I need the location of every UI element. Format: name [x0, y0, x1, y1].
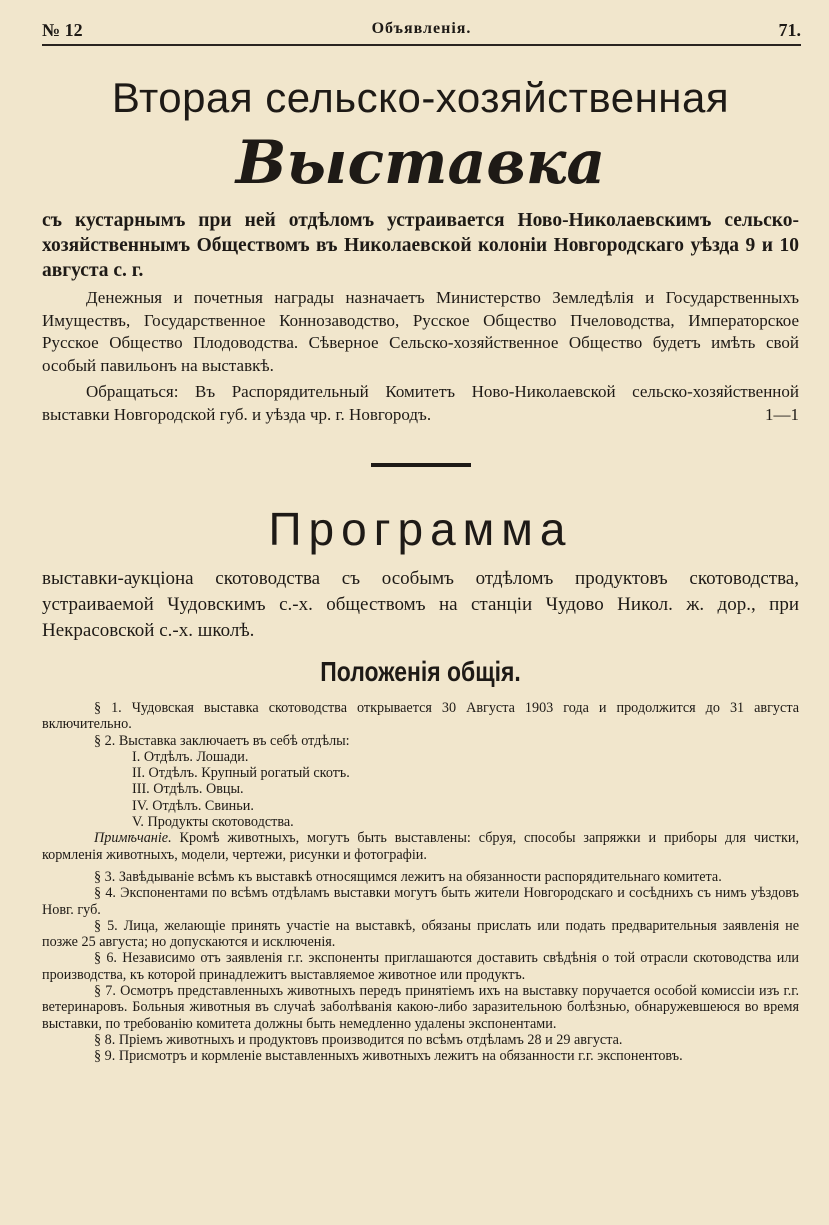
note-label: Примѣчаніе. [94, 830, 172, 847]
department-item: III. Отдѣлъ. Овцы. [132, 781, 244, 798]
note-text: Кромѣ животныхъ, могутъ быть выставлены: сбруя, способы запряжки и приборы для чистки, кормленія животныхъ, модели, чертежи, рисунки и фотографіи. [42, 830, 799, 863]
provision-7: § 7. Осмотръ представленныхъ животныхъ передъ принятіемъ ихъ на выставку поручается особой комиссіи изъ г.г. ветеринаровъ. Больныя животныя въ случаѣ заболѣванія какою-либо заразительною болѣзнью, обнаружевшеюся во время выставки, по требованію комитета должны быть немедленно удалены экспонентами. [42, 983, 799, 1032]
program-section [42, 500, 799, 1065]
issue-number: № 12 [42, 20, 83, 40]
department-item: IV. Отдѣлъ. Свиньи. [132, 797, 254, 814]
provision-6: § 6. Независимо отъ заявленія г.г. экспоненты приглашаются доставить свѣдѣнія о той отрасли скотоводства или производства, къ которой принадлежитъ выставляемое животное или продуктъ. [42, 950, 799, 983]
provisions-list [42, 700, 799, 1065]
provision-2: § 2. Выставка заключаетъ въ себѣ отдѣлы: [94, 732, 350, 749]
provision-3: § 3. Завѣдываніе всѣмъ къ выставкѣ относящимся лежитъ на обязанности распорядительнаго комитета. [94, 868, 722, 885]
department-item: V. Продукты скотоводства. [132, 814, 294, 831]
ad-awards-paragraph: Денежныя и почетныя награды назначаетъ Министерство Земледѣлія и Государственныхъ Имуществъ, Государственное Коннозаводство, Русское Общество Пчеловодства, Императорское Русское Общество Плодоводства. Сѣверное Сельско-хозяйственное Общество будетъ имѣть свой особый павильонъ на выставкѣ. [42, 288, 799, 375]
general-provisions-heading: Положенія общія. [320, 656, 521, 687]
exhibition-advertisement [42, 70, 799, 426]
program-title: Программа [268, 503, 573, 555]
provision-9: § 9. Присмотръ и кормленіе выставленныхъ животныхъ лежитъ на обязанности г.г. экспонентовъ. [94, 1048, 683, 1065]
provision-4: § 4. Экспонентами по всѣмъ отдѣламъ выставки могутъ быть жители Новгородскаго и сосѣднихъ съ нимъ уѣздовъ Новг. губ. [42, 885, 799, 918]
ad-contact-paragraph [42, 381, 799, 426]
ad-contact-text: Обращаться: Въ Распорядительный Комитетъ Ново-Николаевской сельско-хозяйственной выставки Новгородской губ. и уѣзда чр. г. Новгородъ. [42, 382, 799, 424]
provision-8: § 8. Пріемъ животныхъ и продуктовъ производится по всѣмъ отдѣламъ 28 и 29 августа. [94, 1031, 623, 1048]
section-title: Объявленія. [371, 20, 472, 37]
provision-1: § 1. Чудовская выставка скотоводства открывается 30 Августа 1903 года и продолжится до 31 августа включительно. [42, 700, 799, 733]
provision-note [42, 830, 799, 863]
ad-lead: съ кустарнымъ при ней отдѣломъ устраивается Ново-Николаевскимъ сельско-хозяйственнымъ Обществомъ въ Николаевской колоніи Новгородскаго уѣзда 9 и 10 августа с. г. [42, 210, 799, 281]
page-number: 71. [778, 20, 801, 40]
page-header [42, 20, 801, 46]
separator-rule [371, 463, 471, 467]
provision-5: § 5. Лица, желающіе принять участіе на выставкѣ, обязаны прислать или подать предварительныя заявленія не позже 25 августа; но допускаются и исключенія. [42, 917, 799, 951]
departments-list [42, 749, 799, 830]
ad-title-line2: Выставка [235, 128, 606, 198]
ad-signature: 1—1 [765, 404, 799, 424]
department-item: II. Отдѣлъ. Крупный рогатый скотъ. [132, 765, 350, 782]
department-item: I. Отдѣлъ. Лошади. [132, 748, 249, 765]
program-subtitle: выставки-аукціона скотоводства съ особымъ отдѣломъ продуктовъ скотоводства, устраиваемой Чудовскимъ с.-х. обществомъ на станціи Чудово Никол. ж. дор., при Некрасовской с.-х. школѣ. [42, 568, 799, 641]
ad-title-line1: Вторая сельско-хозяйственная [111, 74, 730, 121]
